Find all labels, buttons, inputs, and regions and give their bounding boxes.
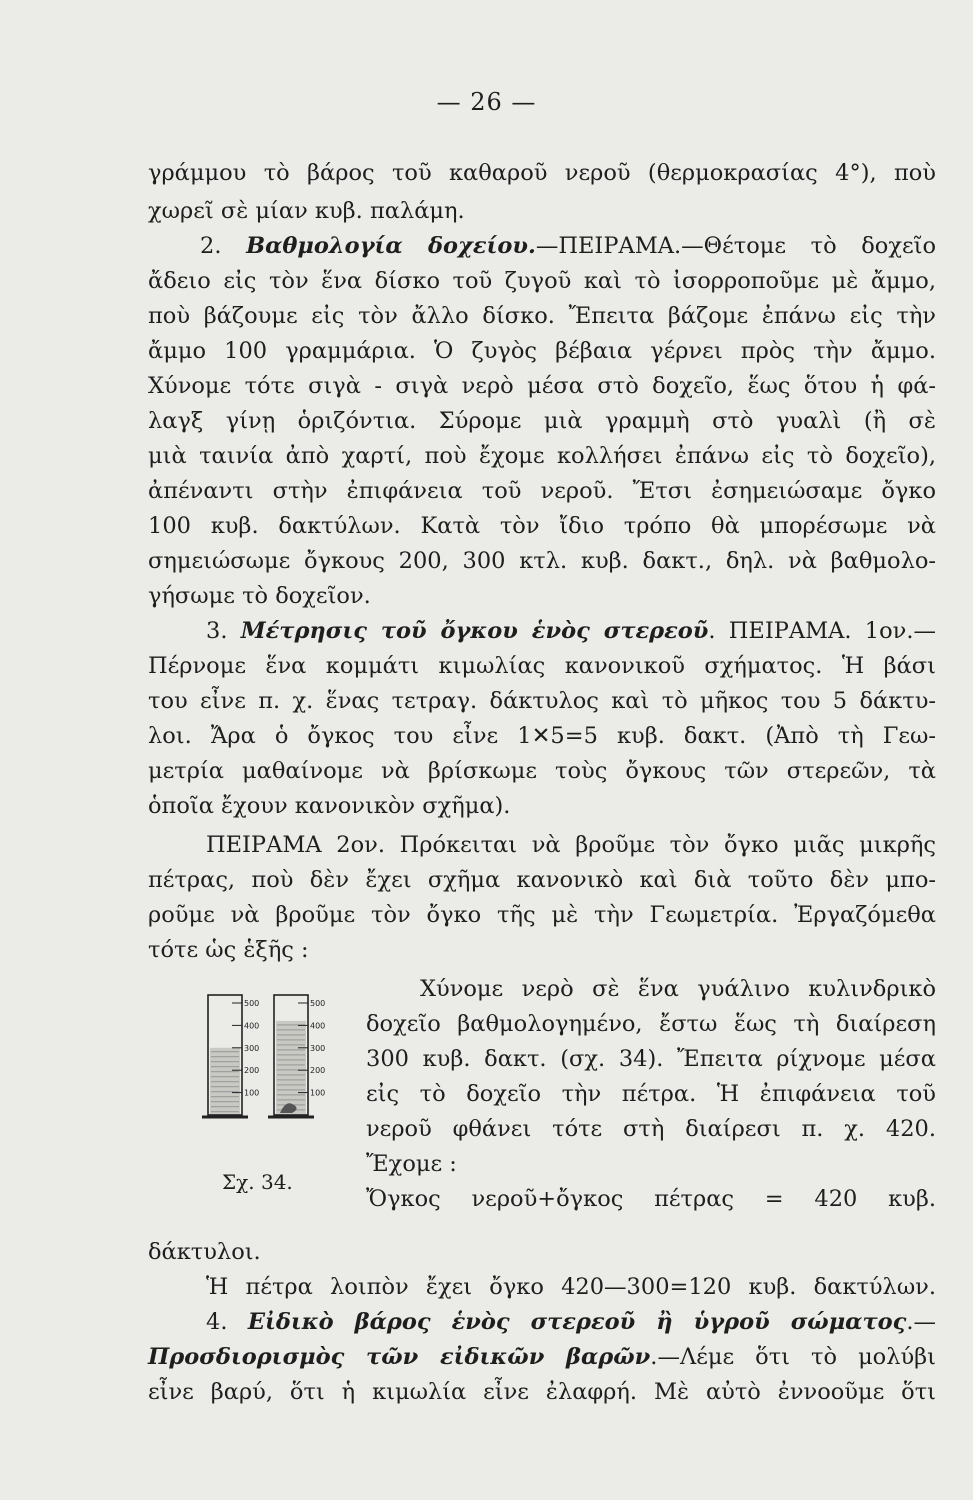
text-run: δάκτυλοι. (148, 1239, 261, 1265)
text-run: 2. (200, 233, 247, 259)
text-line (148, 581, 936, 611)
emphasized-heading: Βαθμολογία δοχείου. (246, 233, 536, 259)
text-line (148, 791, 936, 821)
text-line (148, 196, 936, 226)
text-line (366, 1149, 936, 1179)
text-run: ὁποῖα ἔχουν κανονικὸν σχῆμα). (148, 793, 511, 819)
text-line (148, 900, 936, 930)
text-run: ΠΕΙΡΑΜΑ 2ον. Πρόκειται νὰ βροῦμε τὸν ὄγκο μιᾶς μικρῆς (206, 832, 936, 858)
text-run: 4. (206, 1309, 248, 1335)
text-run: ροῦμε νὰ βροῦμε τὸν ὄγκο τῆς μὲ τὴν Γεωμετρία. Ἐργαζόμεθα (148, 902, 936, 928)
text-run: Ἡ πέτρα λοιπὸν ἔχει ὄγκο 420—300=120 κυβ. δακτύλων. (206, 1274, 936, 1300)
text-run: ἄδειο εἰς τὸν ἕνα δίσκο τοῦ ζυγοῦ καὶ τὸ ἰσορροποῦμε μὲ ἄμμο, (148, 268, 936, 294)
text-line (206, 1307, 936, 1337)
text-line (148, 336, 936, 366)
text-line (366, 1044, 936, 1074)
text-line (148, 371, 936, 401)
figure-caption: Σχ. 34. (222, 1170, 293, 1194)
text-run: Ἔχομε : (366, 1151, 457, 1177)
text-line (148, 651, 936, 681)
text-run: μιὰ ταινία ἀπὸ χαρτί, ποὺ ἔχομε κολλήσει ἐπάνω εἰς τὸ δοχεῖο), (148, 443, 936, 469)
text-run: ἀπέναντι στὴν ἐπιφάνεια τοῦ νεροῦ. Ἔτσι ἐσημειώσαμε ὄγκο (148, 478, 936, 504)
text-line (148, 158, 936, 188)
page-number: — 26 — (436, 88, 537, 116)
graduation-label: 200 (310, 1066, 326, 1076)
graduation-label: 500 (244, 999, 260, 1008)
text-run: χωρεῖ σὲ μίαν κυβ. παλάμη. (148, 198, 465, 224)
emphasized-heading: Μέτρησις τοῦ ὄγκου ἑνὸς στερεοῦ (240, 618, 709, 644)
text-run: γήσωμε τὸ δοχεῖον. (148, 583, 371, 609)
text-run: δοχεῖο βαθμολογημένο, ἔστω ἕως τὴ διαίρεση (366, 1011, 936, 1037)
graduation-label: 400 (310, 1021, 326, 1031)
text-run: Ὄγκος νεροῦ+ὄγκος πέτρας = 420 κυβ. (366, 1186, 936, 1212)
text-line (366, 1079, 936, 1109)
text-line (148, 935, 936, 965)
text-run: Χύνομε νερὸ σὲ ἕνα γυάλινο κυλινδρικὸ (420, 976, 936, 1002)
text-run: . ΠΕΙΡΑΜΑ. 1ον.— (708, 618, 936, 644)
graduation-label: 500 (310, 999, 326, 1008)
emphasized-heading: Προσδιορισμὸς τῶν εἰδικῶν βαρῶν (148, 1344, 651, 1370)
text-run: Πέρνομε ἕνα κομμάτι κιμωλίας κανονικοῦ σχήματος. Ἡ βάσι (148, 653, 936, 679)
graduation-label: 400 (244, 1021, 260, 1031)
text-line (206, 830, 936, 860)
text-line (148, 266, 936, 296)
text-run: ἄμμο 100 γραμμάρια. Ὁ ζυγὸς βέβαια γέρνει πρὸς τὴν ἄμμο. (148, 338, 936, 364)
text-run: Χύνομε τότε σιγὰ - σιγὰ νερὸ μέσα στὸ δοχεῖο, ἕως ὅτου ἡ φά- (148, 373, 936, 399)
text-run: νεροῦ φθάνει τότε στὴ διαίρεσι π. χ. 420. (366, 1116, 936, 1142)
text-line (366, 1184, 936, 1214)
text-run: —ΠΕΙΡΑΜΑ.—Θέτομε τὸ δοχεῖο (535, 233, 937, 259)
text-run: εἰς τὸ δοχεῖο τὴν πέτρα. Ἡ ἐπιφάνεια τοῦ (366, 1081, 936, 1107)
text-run: εἶνε βαρύ, ὅτι ἡ κιμωλία εἶνε ἐλαφρή. Μὲ αὐτὸ ἐννοοῦμε ὅτι (148, 1379, 936, 1405)
text-run: του εἶνε π. χ. ἕνας τετραγ. δάκτυλος καὶ τὸ μῆκος του 5 δάκτυ- (148, 688, 936, 714)
text-line (148, 476, 936, 506)
cylinder-before (202, 995, 259, 1117)
text-line (148, 511, 936, 541)
text-run: 300 κυβ. δακτ. (σχ. 34). Ἔπειτα ρίχνομε μέσα (366, 1046, 936, 1072)
text-line (148, 546, 936, 576)
text-run: 100 κυβ. δακτύλων. Κατὰ τὸν ἴδιο τρόπο θὰ μπορέσωμε νὰ (148, 513, 936, 539)
text-run: τότε ὡς ἑξῆς : (148, 937, 309, 963)
text-run: ποὺ βάζουμε εἰς τὸν ἄλλο δίσκο. Ἔπειτα βάζομε ἐπάνω εἰς τὴν (148, 303, 936, 329)
text-line (200, 231, 936, 261)
text-run: λαγξ γίνῃ ὁριζόντια. Σύρομε μιὰ γραμμὴ στὸ γυαλὶ (ἢ σὲ (148, 408, 936, 434)
cylinder-after (268, 995, 325, 1117)
text-line (148, 441, 936, 471)
text-line (148, 301, 936, 331)
graduation-label: 300 (310, 1043, 326, 1053)
text-run: .—Λέμε ὅτι τὸ μολύβι (650, 1344, 937, 1370)
text-run: μετρία μαθαίνομε νὰ βρίσκωμε τοὺς ὄγκους τῶν στερεῶν, τὰ (148, 758, 936, 784)
text-run: σημειώσωμε ὄγκους 200, 300 κτλ. κυβ. δακτ., δηλ. νὰ βαθμολο- (148, 548, 936, 574)
text-line (148, 1237, 936, 1267)
graduation-label: 100 (310, 1088, 326, 1098)
text-line (366, 1009, 936, 1039)
graduation-label: 300 (244, 1043, 260, 1053)
text-run: γράμμου τὸ βάρος τοῦ καθαροῦ νεροῦ (θερμοκρασίας 4°), ποὺ (148, 160, 936, 186)
text-line (206, 616, 936, 646)
water-fill (210, 1048, 240, 1115)
text-line (148, 721, 936, 751)
text-line (420, 974, 936, 1004)
text-run: 3. (206, 618, 241, 644)
text-line (366, 1114, 936, 1144)
text-line (148, 1377, 936, 1407)
text-line (148, 1342, 936, 1372)
text-run: .— (906, 1309, 936, 1335)
text-line (148, 406, 936, 436)
graduation-label: 200 (244, 1066, 260, 1076)
text-run: πέτρας, ποὺ δὲν ἔχει σχῆμα κανονικὸ καὶ διὰ τοῦτο δὲν μπο- (148, 867, 936, 893)
text-line (148, 756, 936, 786)
text-run: λοι. Ἄρα ὁ ὄγκος του εἶνε 1✕5=5 κυβ. δακτ. (Ἀπὸ τὴ Γεω- (148, 723, 936, 749)
graduation-label: 100 (244, 1088, 260, 1098)
text-line (148, 865, 936, 895)
emphasized-heading: Εἰδικὸ βάρος ἑνὸς στερεοῦ ἢ ὑγροῦ σώματος (247, 1309, 907, 1335)
text-line (206, 1272, 936, 1302)
graduated-cylinders-figure (186, 985, 346, 1145)
text-line (148, 686, 936, 716)
